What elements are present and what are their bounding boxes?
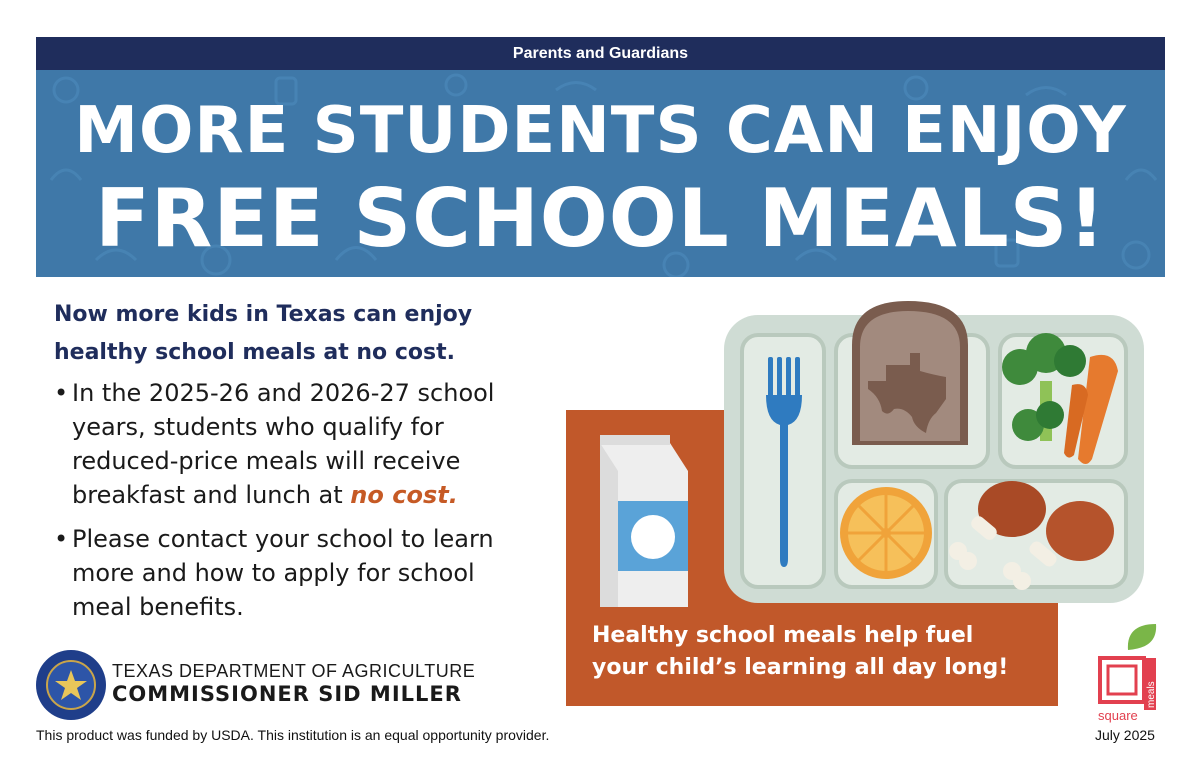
audience-banner xyxy=(36,37,1165,70)
bullet-dot-icon: • xyxy=(54,379,69,407)
milk-carton-icon xyxy=(600,435,688,607)
bullet-line xyxy=(72,478,554,512)
funding-disclaimer: This product was funded by USDA. This institution is an equal opportunity provider. xyxy=(36,727,550,743)
tda-seal-icon xyxy=(34,648,108,722)
bullet-line: reduced-price meals will receive xyxy=(72,447,461,475)
orange-slice-icon xyxy=(840,487,932,579)
bullet-line: years, students who qualify for xyxy=(72,413,444,441)
lead-line-1: Now more kids in Texas can enjoy xyxy=(54,302,473,327)
agency-name: TEXAS DEPARTMENT OF AGRICULTURE xyxy=(112,661,476,681)
meal-illustration xyxy=(580,295,1150,615)
lead-line-2: healthy school meals at no cost. xyxy=(54,340,455,365)
bullet-line: In the 2025-26 and 2026-27 school xyxy=(72,379,495,407)
publication-date: July 2025 xyxy=(1095,727,1155,743)
hero-banner xyxy=(36,70,1165,277)
callout-line-2: your child’s learning all day long! xyxy=(592,655,1009,680)
lead-text xyxy=(54,296,554,372)
callout-line-1: Healthy school meals help fuel xyxy=(592,623,974,648)
bullet-contact xyxy=(54,522,554,624)
toast-icon xyxy=(852,301,968,445)
logo-word-meals: meals xyxy=(1146,681,1157,708)
bullet-line-text: breakfast and lunch at xyxy=(72,481,351,509)
bullet-eligibility xyxy=(54,376,554,512)
no-cost-emphasis: no cost. xyxy=(350,481,458,509)
square-meals-logo xyxy=(1096,620,1160,730)
info-bullets xyxy=(54,376,554,634)
callout-caption xyxy=(592,620,1052,684)
bullet-line: more and how to apply for school xyxy=(72,559,475,587)
bullet-line: Please contact your school to learn xyxy=(72,525,494,553)
headline-line-2: FREE SCHOOL MEALS! xyxy=(95,172,1106,265)
headline-line-1: MORE STUDENTS CAN ENJOY xyxy=(74,94,1127,168)
commissioner-name: COMMISSIONER SID MILLER xyxy=(112,682,462,706)
logo-word-square: square xyxy=(1098,708,1138,723)
bullet-dot-icon: • xyxy=(54,525,69,553)
bullet-line: meal benefits. xyxy=(72,593,244,621)
audience-label: Parents and Guardians xyxy=(512,45,689,62)
